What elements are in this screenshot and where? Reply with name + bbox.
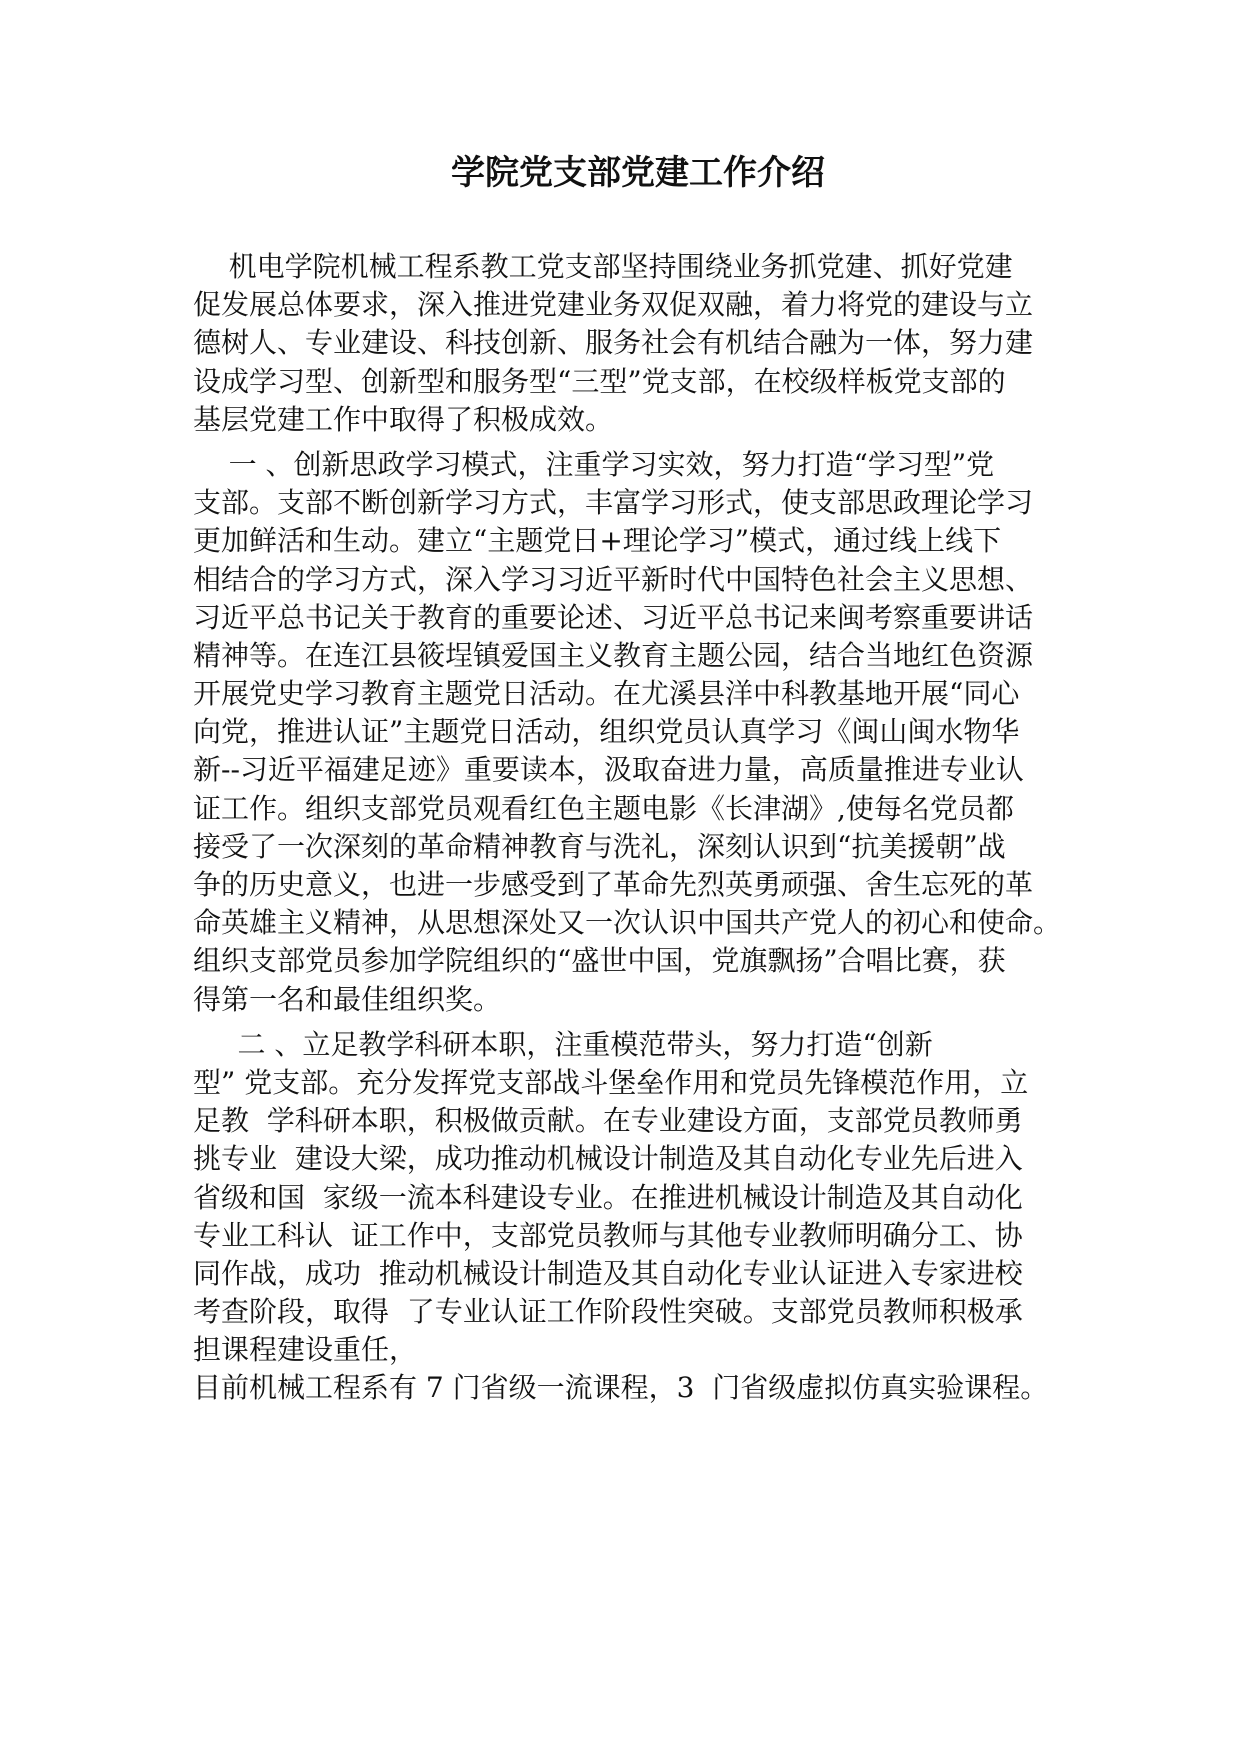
paragraph-3 [193, 1026, 1065, 1408]
text-line: 目前机械工程系有 7 门省级一流课程，3 门省级虚拟仿真实验课程。 [193, 1371, 1049, 1405]
text-line: 相结合的学习方式，深入学习习近平新时代中国特色社会主义思想、 [193, 562, 1034, 596]
text-line: 命英雄主义精神，从思想深处又一次认识中国共产党人的初心和使命。 [193, 906, 1062, 940]
text-line: 一 、创新思政学习模式，注重学习实效，努力打造“学习型”党 [193, 447, 995, 481]
text-line: 新--习近平福建足迹》重要读本，汲取奋进力量，高质量推进专业认 [193, 753, 1024, 787]
text-line: 足教 学科研本职，积极做贡献。在专业建设方面，支部党员教师勇 [193, 1104, 1023, 1138]
text-line: 更加鲜活和生动。建立“主题党日+理论学习”模式，通过线上线下 [193, 524, 1002, 558]
paragraph-2 [193, 446, 1065, 1019]
text-line: 开展党史学习教育主题党日活动。在尤溪县洋中科教基地开展“同心 [193, 677, 1020, 711]
text-line: 得第一名和最佳组织奖。 [193, 982, 502, 1016]
text-line: 担课程建设重任， [193, 1333, 418, 1367]
text-line: 德树人、专业建设、科技创新、服务社会有机结合融为一体，努力建 [193, 326, 1034, 360]
paragraph-1 [193, 248, 1065, 439]
text-line: 省级和国 家级一流本科建设专业。在推进机械设计制造及其自动化 [193, 1180, 1023, 1214]
text-line: 习近平总书记关于教育的重要论述、习近平总书记来闽考察重要讲话 [193, 600, 1034, 634]
paragraph-spacer [193, 1019, 1065, 1026]
document-body [193, 248, 1065, 1408]
text-line: 专业工科认 证工作中，支部党员教师与其他专业教师明确分工、协 [193, 1218, 1023, 1252]
text-line: 基层党建工作中取得了积极成效。 [193, 402, 614, 436]
text-line: 精神等。在连江县筱埕镇爱国主义教育主题公园，结合当地红色资源 [193, 638, 1034, 672]
text-line: 接受了一次深刻的革命精神教育与洗礼，深刻认识到“抗美援朝”战 [193, 829, 1006, 863]
text-line: 支部。支部不断创新学习方式，丰富学习形式，使支部思政理论学习 [193, 486, 1034, 520]
text-line: 向党，推进认证”主题党日活动，组织党员认真学习《闽山闽水物华 [193, 715, 1020, 749]
text-line: 挑专业 建设大梁，成功推动机械设计制造及其自动化专业先后进入 [193, 1142, 1023, 1176]
text-line: 促发展总体要求，深入推进党建业务双促双融，着力将党的建设与立 [193, 288, 1034, 322]
text-line: 证工作。组织支部党员观看红色主题电影《长津湖》,使每名党员都 [193, 791, 1014, 825]
text-line: 型” 党支部。充分发挥党支部战斗堡垒作用和党员先锋模范作用，立 [193, 1065, 1029, 1099]
text-line: 组织支部党员参加学院组织的“盛世中国，党旗飘扬”合唱比赛，获 [193, 944, 1006, 978]
text-line: 二 、立足教学科研本职，注重模范带头，努力打造“创新 [193, 1027, 933, 1061]
text-line: 争的历史意义，也进一步感受到了革命先烈英勇顽强、舍生忘死的革 [193, 868, 1034, 901]
document-title: 学院党支部党建工作介绍 [451, 153, 825, 193]
paragraph-spacer [193, 439, 1065, 446]
text-line: 设成学习型、创新型和服务型“三型”党支部，在校级样板党支部的 [193, 364, 1006, 398]
text-line: 考查阶段，取得 了专业认证工作阶段性突破。支部党员教师积极承 [193, 1295, 1023, 1329]
text-line: 机电学院机械工程系教工党支部坚持围绕业务抓党建、抓好党建 [193, 250, 1013, 283]
text-line: 同作战，成功 推动机械设计制造及其自动化专业认证进入专家进校 [193, 1256, 1023, 1290]
